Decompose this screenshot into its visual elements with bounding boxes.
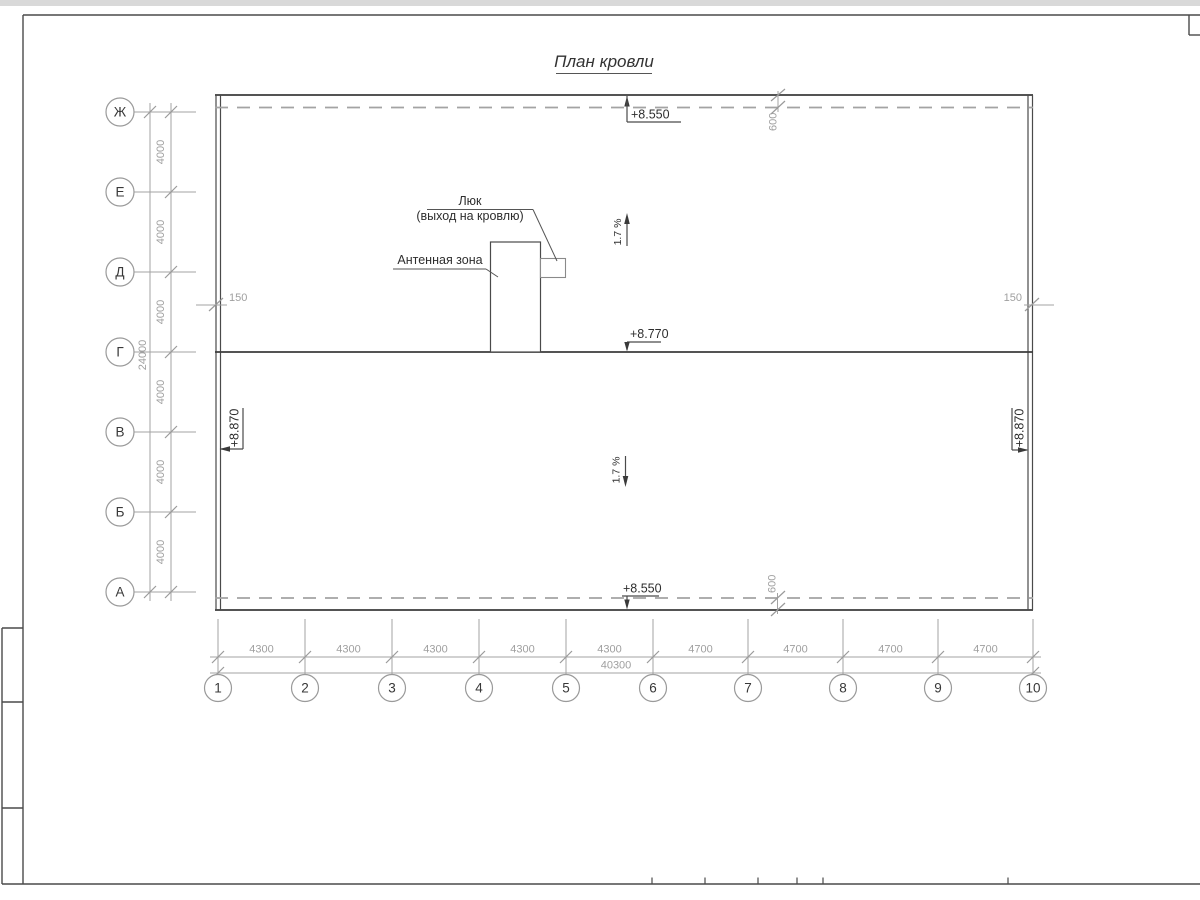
col-axis-label: 5 — [562, 680, 570, 696]
offset-top-label: 600 — [767, 112, 780, 131]
parapet-right-label: 150 — [1003, 292, 1022, 304]
slope-upper-label: 1.7 % — [612, 218, 624, 246]
row-total-dim: 24000 — [137, 339, 149, 371]
elevation-top — [624, 96, 681, 122]
up-arrow-icon — [624, 213, 630, 224]
roof-hatch-rect — [541, 259, 566, 278]
roof-structures — [491, 242, 566, 352]
col-axis-label: 1 — [214, 680, 222, 696]
down-arrow-icon — [624, 600, 629, 610]
parapet-dim-right — [1004, 292, 1054, 311]
row-axis-label: В — [115, 424, 125, 440]
row-segment-dim: 4000 — [155, 379, 167, 405]
col-axis-label: 4 — [475, 680, 483, 696]
offset-bottom-label: 600 — [766, 574, 779, 593]
down-arrow-icon — [624, 342, 629, 352]
row-axes — [106, 98, 196, 606]
slope-arrow-lower — [611, 456, 629, 487]
row-segment-dim: 4000 — [155, 219, 167, 245]
col-axis-label: 3 — [388, 680, 396, 696]
row-segment-dim: 4000 — [155, 139, 167, 165]
roof-outline — [215, 95, 1033, 610]
row-axis-label: Д — [115, 264, 125, 280]
row-axis-label: А — [115, 584, 125, 600]
col-segment-dim: 4300 — [510, 643, 535, 656]
col-segment-dim: 4300 — [597, 643, 622, 656]
down-arrow-icon — [623, 476, 629, 487]
row-axis-label: Б — [115, 504, 125, 520]
row-axis-label: Г — [116, 344, 124, 360]
title-block-ticks — [652, 878, 1008, 884]
col-segment-dim: 4700 — [688, 643, 713, 656]
col-segment-dim: 4300 — [423, 643, 448, 656]
elevation-right-label: +8.870 — [1012, 408, 1027, 448]
col-axis-label: 7 — [744, 680, 752, 696]
page-title: План кровли — [554, 52, 654, 71]
col-total-dim: 40300 — [600, 659, 632, 672]
elevation-bottom-label: +8.550 — [623, 581, 662, 596]
col-axis-label: 10 — [1025, 680, 1041, 696]
col-segment-dim: 4300 — [249, 643, 274, 656]
col-axis-label: 9 — [934, 680, 942, 696]
elevation-bottom — [622, 582, 662, 610]
row-segment-dim: 4000 — [155, 459, 167, 485]
elevation-ridge — [624, 327, 668, 352]
elevation-ridge-label: +8.770 — [630, 327, 669, 341]
elevation-top-label: +8.550 — [631, 107, 670, 122]
col-segment-dim: 4700 — [973, 643, 998, 656]
elevation-right — [1012, 408, 1029, 453]
hatch-callout-text-2: (выход на кровлю) — [416, 209, 524, 223]
hatch-callout-text-1: Люк — [458, 194, 482, 208]
elevation-left — [220, 408, 244, 452]
row-segment-dim: 4000 — [155, 299, 167, 325]
screen-edge-strip — [0, 0, 1200, 6]
parapet-dim-left — [196, 292, 247, 311]
col-segment-dim: 4700 — [783, 643, 808, 656]
parapet-left-label: 150 — [229, 292, 248, 304]
col-axes — [205, 619, 1047, 702]
elevation-left-label: +8.870 — [227, 408, 242, 448]
drawing-title — [554, 52, 654, 74]
slope-lower-label: 1.7 % — [610, 456, 623, 484]
slope-arrow-upper — [612, 213, 630, 246]
col-segment-dim: 4700 — [878, 643, 903, 656]
col-axis-label: 6 — [649, 680, 657, 696]
antenna-callout — [393, 253, 498, 277]
antenna-zone-rect — [491, 242, 541, 352]
row-axis-label: Ж — [113, 104, 127, 120]
antenna-callout-text: Антенная зона — [397, 253, 483, 267]
row-axis-label: Е — [115, 184, 125, 200]
col-axis-label: 8 — [839, 680, 847, 696]
col-segment-dim: 4300 — [336, 643, 361, 656]
col-axis-label: 2 — [301, 680, 309, 696]
row-segment-dim: 4000 — [155, 539, 167, 565]
